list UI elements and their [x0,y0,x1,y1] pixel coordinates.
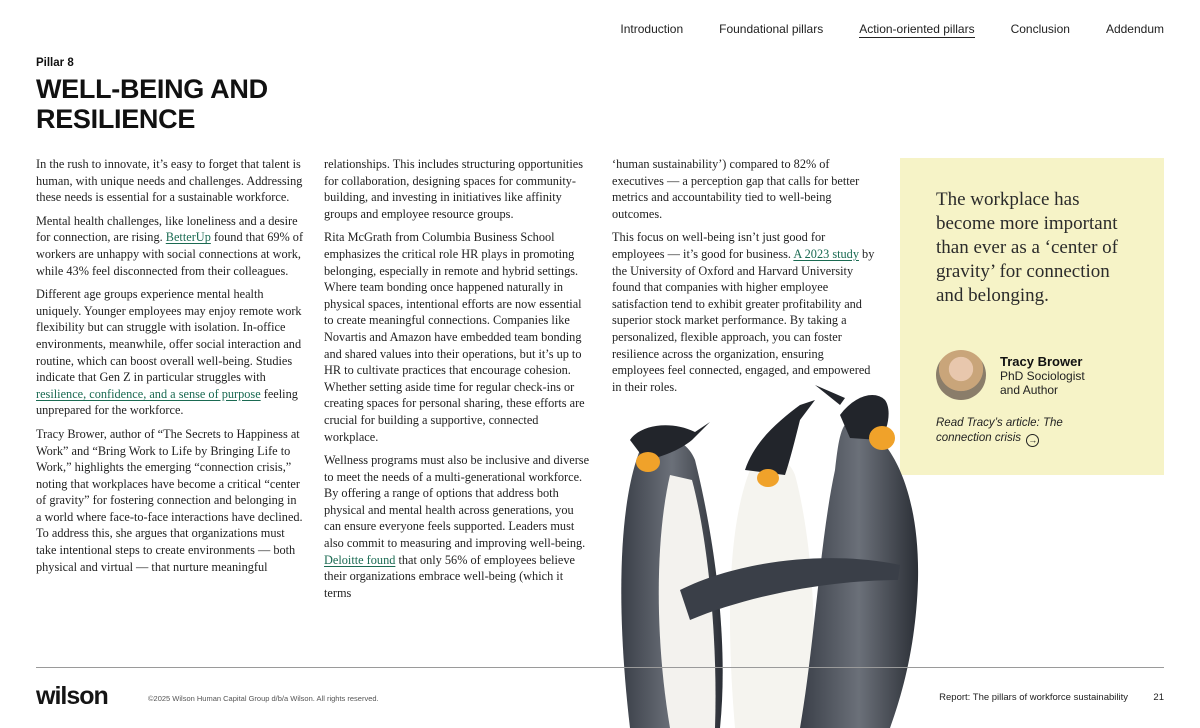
avatar [936,350,986,400]
text: Mental health challenges, like loneliness and a desire for connection, are rising. [36,213,298,245]
paragraph [612,229,878,395]
copyright-text: ©2025 Wilson Human Capital Group d/b/a Wilson. All rights reserved. [148,694,379,703]
text: Different age groups experience mental health uniquely. Younger employees may enjoy remote work flexibility but can struggle with isolation. In-office environments, meanwhile, offer social interaction and routine, which can boost overall well-being. Studies indicate that Gen Z in particular struggles with [36,287,302,385]
title-line-1: WELL-BEING AND [36,74,268,104]
text: found that 69% of workers are unhappy with social connections at work, while 43% feel disconnected from their colleagues. [36,230,304,278]
quote-author [936,350,1085,400]
title-line-2: RESILIENCE [36,104,196,134]
wilson-logo: wilson [36,682,108,710]
paragraph: relationships. This includes structuring opportunities for collaboration, designing spaces for community-building, and investing in initiatives like affinity groups and employee resource groups. [324,157,584,221]
nav-conclusion[interactable]: Conclusion [1010,22,1070,36]
paragraph [36,213,304,279]
nav-introduction[interactable]: Introduction [620,22,684,36]
pull-quote-text: The workplace has become more important than ever as a ‘center of gravity’ for connection and belonging. [936,189,1118,306]
nav-foundational-pillars[interactable]: Foundational pillars [719,22,824,36]
read-article-label: Read Tracy’s article: The connection crisis [936,417,1063,444]
arrow-right-circle-icon: → [1028,434,1038,445]
page-title [36,74,396,134]
paragraph: ‘human sustainability’) compared to 82% of executives — a perception gap that calls for better metrics and accountability tied to well-being outcomes. [612,157,860,221]
author-role-line-2: and Author [1000,382,1059,397]
author-name: Tracy Brower [1000,353,1083,369]
oxford-study-link[interactable]: A 2023 study [793,246,859,261]
body-column-3 [612,156,878,402]
nav-addendum[interactable]: Addendum [1105,22,1164,36]
body-column-2 [324,156,592,608]
page-number: 21 [1153,692,1164,703]
pillar-label: Pillar 8 [36,57,74,69]
read-article-link[interactable] [936,416,1096,447]
text: Wellness programs must also be inclusive and diverse to meet the needs of a multi-generational workforce. By offering a range of options that address both physical and mental health across generations, you can ensure everyone feels supported. Leaders must also commit to measuring and improving well-being. [324,453,590,551]
footer-divider [36,667,1164,668]
top-navigation [620,22,1164,38]
text: by the University of Oxford and Harvard University found that companies with higher employee satisfaction tend to exhibit greater profitability and superior stock market performance. By taking a personalized, flexible approach, you can foster resilience across the organization, ensuring employees feel connected, engaged, and empowered in their roles. [612,246,875,394]
text: that only 56% of employees believe their organizations embrace well-being (which it terms [324,552,575,600]
paragraph: In the rush to innovate, it’s easy to forget that talent is human, with unique needs and challenges. Addressing these needs is essential for a sustainable workforce. [36,157,303,205]
body-column-1 [36,156,304,582]
text: feeling unprepared for the workforce. [36,386,298,418]
paragraph [324,452,592,601]
author-info [1000,354,1085,397]
betterup-link[interactable]: BetterUp [165,230,211,245]
gen-z-study-link[interactable]: resilience, confidence, and a sense of purpose [36,386,261,401]
text: This focus on well-being isn’t just good for employees — it’s good for business. [612,230,826,261]
author-role-line-1: PhD Sociologist [1000,368,1085,383]
paragraph [36,286,304,419]
paragraph: Rita McGrath from Columbia Business School emphasizes the critical role HR plays in promoting belonging, especially in remote and hybrid settings. Where team bonding once happened naturally in physical spaces, intentional efforts are now essential to create meaningful connections. Companies like Novartis and Amazon have embedded team bonding and shared values into their operations, but it’s up to HR to cultivate practices that encourage cohesion. Whether setting aside time for regular check-ins or creating spaces for personal sharing, these efforts are crucial for building a supportive, connected workplace. [324,230,585,444]
paragraph: Tracy Brower, author of “The Secrets to Happiness at Work” and “Bring Work to Life by Bringing Life to Work,” highlights the emerging “connection crisis,” noting that workplaces have become a critical “center of gravity” for fostering connection and belonging in a world where face-to-face interactions have declined. To address this, she argues that organizations must take intentional steps to create environments — both physical and virtual — that nurture meaningful [36,426,303,574]
nav-action-oriented-pillars[interactable]: Action-oriented pillars [859,22,975,36]
report-title: Report: The pillars of workforce sustainability [939,692,1128,703]
deloitte-link[interactable]: Deloitte found [324,552,396,567]
penguins-image [600,380,940,728]
